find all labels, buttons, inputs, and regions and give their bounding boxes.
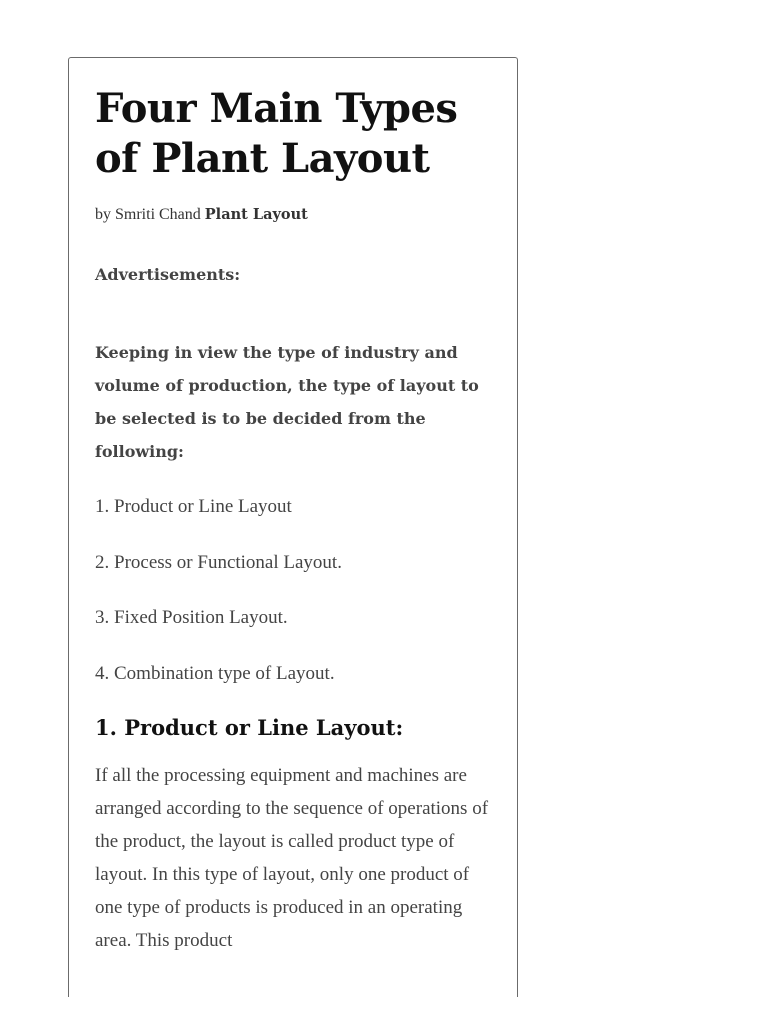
author-link[interactable]: Smriti Chand [115, 206, 201, 223]
byline-prefix: by [95, 206, 111, 223]
category-link[interactable]: Plant Layout [204, 206, 308, 223]
intro-paragraph: Keeping in view the type of industry and volume of production, the type of layout to be selected is to be decided from the following: [95, 343, 479, 461]
section-paragraph: If all the processing equipment and machines are arranged according to the sequence of operations of the product, the layout is called product type of layout. In this type of layout, only one product of one type of products is produced in an operating area. This product [95, 765, 489, 951]
advertisements-label: Advertisements: [95, 265, 241, 284]
article-card [68, 57, 518, 997]
byline [95, 206, 308, 224]
article-title: Four Main Types of Plant Layout [95, 85, 458, 182]
list-item: 1. Product or Line Layout [95, 496, 292, 517]
list-item: 3. Fixed Position Layout. [95, 607, 288, 628]
section-heading: 1. Product or Line Layout: [95, 715, 404, 740]
list-item: 4. Combination type of Layout. [95, 663, 335, 684]
list-item: 2. Process or Functional Layout. [95, 552, 342, 573]
